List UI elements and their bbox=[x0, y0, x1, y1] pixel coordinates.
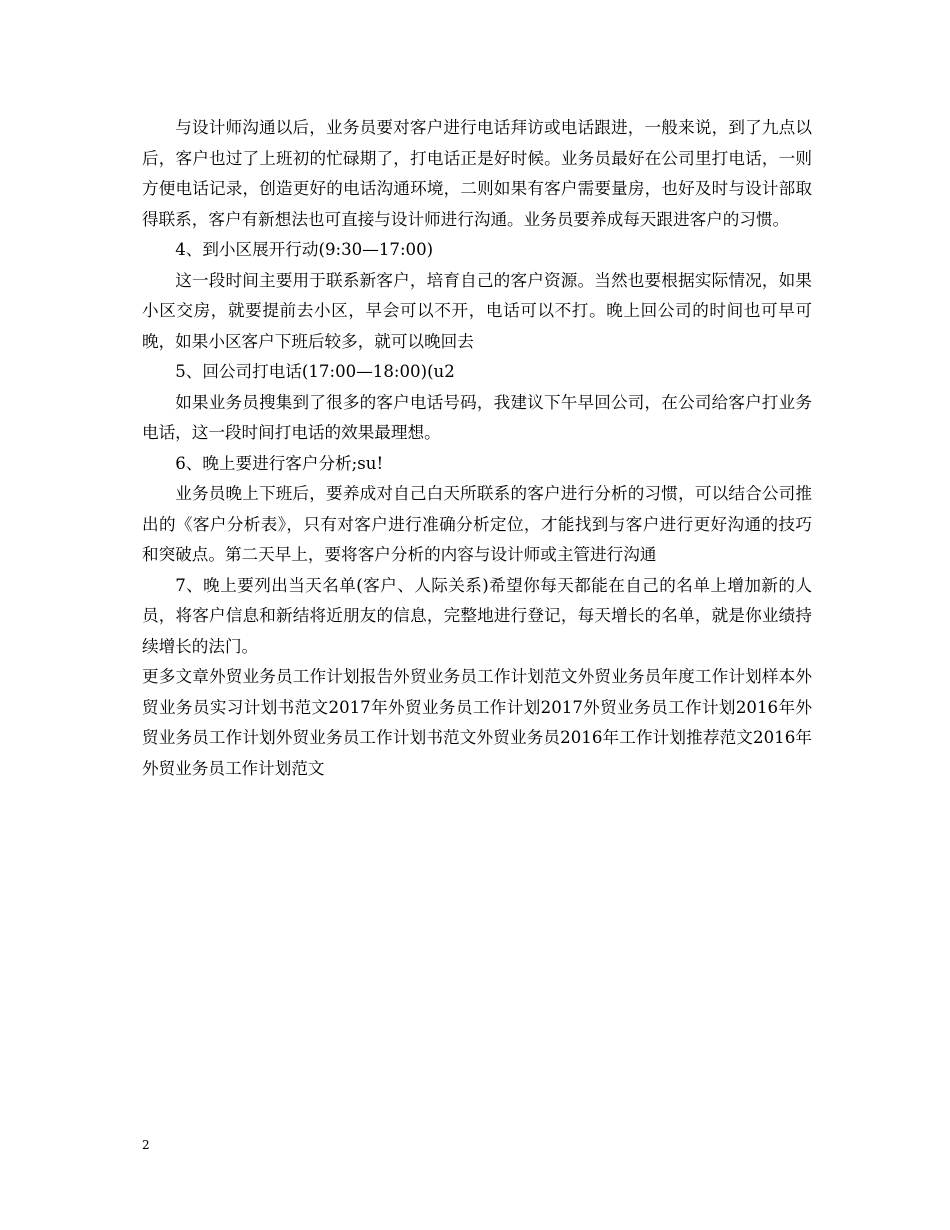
paragraph-afternoon-calls: 如果业务员搜集到了很多的客户电话号码，我建议下午早回公司，在公司给客户打业务电话，这一段时间打电话的效果最理想。 bbox=[142, 392, 812, 442]
page-number: 2 bbox=[142, 1138, 150, 1152]
paragraph-step-7: 7、晚上要列出当天名单(客户、人际关系)希望你每天都能在自己的名单上增加新的人员，将客户信息和新结将近朋友的信息，完整地进行登记，每天增长的名单，就是你业绩持续增长的法门。 bbox=[142, 575, 812, 656]
heading-step-5: 5、回公司打电话(17:00—18:00)(u2 bbox=[175, 362, 455, 381]
document-body bbox=[142, 113, 812, 784]
paragraph-new-customers: 这一段时间主要用于联系新客户，培育自己的客户资源。当然也要根据实际情况，如果小区交房，就要提前去小区，早会可以不开，电话可以不打。晚上回公司的时间也可早可晚，如果小区客户下班后较多，就可以晚回去 bbox=[142, 270, 812, 351]
heading-step-6: 6、晚上要进行客户分析;su! bbox=[175, 453, 384, 473]
paragraph-customer-analysis: 业务员晚上下班后，要养成对自己白天所联系的客户进行分析的习惯，可以结合公司推出的《客户分析表》，只有对客户进行准确分析定位，才能找到与客户进行更好沟通的技巧和突破点。第二天早上，要将客户分析的内容与设计师或主管进行沟通 bbox=[142, 484, 812, 564]
paragraph-more-articles: 更多文章外贸业务员工作计划报告外贸业务员工作计划范文外贸业务员年度工作计划样本外贸业务员实习计划书范文2017年外贸业务员工作计划2017外贸业务员工作计划2016年外贸业务员工作计划外贸业务员工作计划书范文外贸业务员2016年工作计划推荐范文2016年外贸业务员工作计划范文 bbox=[142, 667, 812, 778]
heading-step-4: 4、到小区展开行动(9:30—17:00) bbox=[175, 240, 434, 259]
paragraph-designer-communication: 与设计师沟通以后，业务员要对客户进行电话拜访或电话跟进，一般来说，到了九点以后，客户也过了上班初的忙碌期了，打电话正是好时候。业务员最好在公司里打电话，一则方便电话记录，创造更好的电话沟通环境，二则如果有客户需要量房，也好及时与设计部取得联系，客户有新想法也可直接与设计师进行沟通。业务员要养成每天跟进客户的习惯。 bbox=[142, 118, 812, 229]
